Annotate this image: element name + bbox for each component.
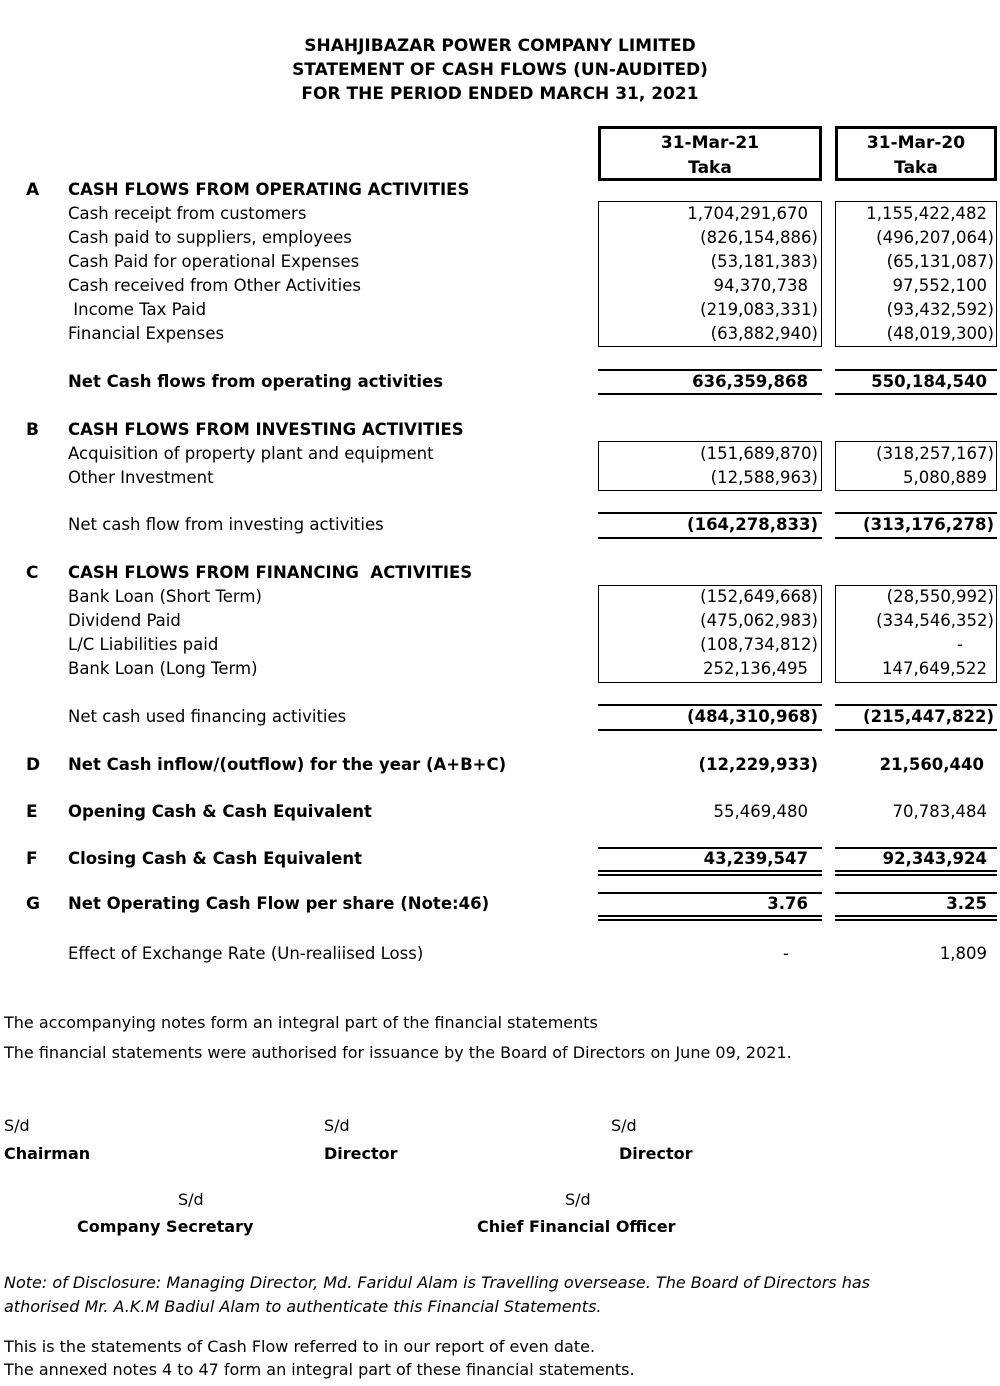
disclosure-note-line-1: Note: of Disclosure: Managing Director, Md. Faridul Alam is Travelling oversease. The Board of Directors has [4,1273,870,1292]
signatory-director: Director [324,1144,398,1163]
line-item-value-2021: 1,704,291,670 [687,204,808,223]
line-item-value-2020: (48,019,300) [886,324,994,343]
rule-line [835,393,997,395]
line-item-value-2020: (65,131,087) [886,252,994,271]
footer-note-1: The accompanying notes form an integral part of the financial statements [4,1013,598,1032]
closing-note-1: This is the statements of Cash Flow referred to in our report of even date. [4,1337,596,1356]
line-item-value-2021: (475,062,983) [700,611,818,630]
column-header-2020 [835,126,997,181]
line-item-label: Cash receipt from customers [68,204,307,223]
signature-mark: S/d [324,1116,350,1135]
section-letter-b: B [26,420,39,440]
double-rule-line [598,870,822,876]
line-item-value-2021: (63,882,940) [710,324,818,343]
total-value-2020: 550,184,540 [871,372,987,391]
line-item-value-2021: (151,689,870) [700,444,818,463]
double-rule-line [835,870,997,876]
rule-line [835,729,997,731]
rule-line [598,537,822,539]
section-letter-a: A [26,180,40,200]
signature-mark: S/d [4,1116,30,1135]
disclosure-note-line-2: athorised Mr. A.K.M Badiul Alam to authenticate this Financial Statements. [4,1297,602,1316]
ocf-per-share-label: Net Operating Cash Flow per share (Note:46) [68,894,490,913]
line-item-value-2021: (219,083,331) [700,300,818,319]
closing-cash-2020: 92,343,924 [882,849,987,868]
opening-cash-label: Opening Cash & Cash Equivalent [68,802,372,821]
footer-note-2: The financial statements were authorised for issuance by the Board of Directors on June 09, 2021. [4,1043,792,1062]
line-item-value-2020: (28,550,992) [886,587,994,606]
statement-title: STATEMENT OF CASH FLOWS (UN-AUDITED) [292,60,708,80]
column-date: 31-Mar-20 [866,133,966,153]
section-title-operating: CASH FLOWS FROM OPERATING ACTIVITIES [68,180,470,199]
exchange-rate-2020: 1,809 [939,944,987,963]
line-item-label: Cash paid to suppliers, employees [68,228,352,247]
total-value-2020: (313,176,278) [863,515,994,534]
section-letter-d: D [26,755,41,775]
line-item-value-2020: 1,155,422,482 [866,204,987,223]
closing-note-2: The annexed notes 4 to 47 form an integral part of these financial statements. [4,1360,635,1379]
section-title-investing: CASH FLOWS FROM INVESTING ACTIVITIES [68,420,464,439]
total-value-2021: 636,359,868 [692,372,808,391]
line-item-label: Cash Paid for operational Expenses [68,252,360,271]
total-value-2021: (164,278,833) [687,515,818,534]
section-letter-e: E [26,802,38,822]
column-date: 31-Mar-21 [660,133,760,153]
line-item-label: Other Investment [68,468,214,487]
column-header-2021 [598,126,822,181]
line-item-label: Acquisition of property plant and equipment [68,444,434,463]
total-label-investing: Net cash flow from investing activities [68,515,384,534]
rule-line [598,729,822,731]
line-item-value-2020: - [957,635,963,654]
ocf-per-share-2021: 3.76 [767,894,808,913]
signature-mark: S/d [611,1116,637,1135]
company-name: SHAHJIBAZAR POWER COMPANY LIMITED [304,36,696,56]
section-letter-g: G [26,894,40,914]
total-label-financing: Net cash used financing activities [68,707,347,726]
line-item-label: Dividend Paid [68,611,181,630]
signatory-director: Director [619,1144,693,1163]
column-unit: Taka [894,158,938,178]
line-item-value-2021: (108,734,812) [700,635,818,654]
column-unit: Taka [688,158,732,178]
period-title: FOR THE PERIOD ENDED MARCH 31, 2021 [301,84,699,104]
total-value-2020: (215,447,822) [863,707,994,726]
opening-cash-2020: 70,783,484 [892,802,987,821]
rule-line [835,537,997,539]
double-rule-line [835,915,997,921]
line-item-label: Bank Loan (Long Term) [68,659,258,678]
double-rule-line [598,915,822,921]
line-item-label: Bank Loan (Short Term) [68,587,262,606]
line-item-value-2020: (93,432,592) [886,300,994,319]
total-label-operating: Net Cash flows from operating activities [68,372,444,391]
signatory-cfo: Chief Financial Officer [477,1217,676,1236]
net-cash-flow-label: Net Cash inflow/(outflow) for the year (A+B+C) [68,755,507,774]
line-item-value-2021: (53,181,383) [710,252,818,271]
ocf-per-share-2020: 3.25 [946,894,987,913]
exchange-rate-2021: - [783,944,789,963]
section-title-financing: CASH FLOWS FROM FINANCING ACTIVITIES [68,563,473,582]
line-item-value-2021: (152,649,668) [700,587,818,606]
signature-mark: S/d [178,1190,204,1209]
signatory-chairman: Chairman [4,1144,91,1163]
line-item-label: Financial Expenses [68,324,225,343]
line-item-label: Income Tax Paid [68,300,207,319]
signature-mark: S/d [565,1190,591,1209]
section-letter-f: F [26,849,38,869]
line-item-value-2021: (826,154,886) [700,228,818,247]
exchange-rate-label: Effect of Exchange Rate (Un-realiised Loss) [68,944,424,963]
closing-cash-2021: 43,239,547 [703,849,808,868]
section-letter-c: C [26,563,39,583]
signatory-company-secretary: Company Secretary [77,1217,254,1236]
rule-line [598,393,822,395]
total-value-2021: (484,310,968) [687,707,818,726]
net-cash-flow-2021: (12,229,933) [698,755,818,774]
line-item-value-2020: (496,207,064) [876,228,994,247]
opening-cash-2021: 55,469,480 [713,802,808,821]
line-item-label: Cash received from Other Activities [68,276,361,295]
line-item-value-2021: (12,588,963) [710,468,818,487]
line-item-value-2020: (334,546,352) [876,611,994,630]
line-item-value-2020: 5,080,889 [903,468,987,487]
line-item-value-2021: 252,136,495 [703,659,808,678]
line-item-value-2020: (318,257,167) [876,444,994,463]
line-item-value-2020: 147,649,522 [882,659,987,678]
line-item-value-2021: 94,370,738 [713,276,808,295]
closing-cash-label: Closing Cash & Cash Equivalent [68,849,362,868]
line-item-value-2020: 97,552,100 [892,276,987,295]
line-item-label: L/C Liabilities paid [68,635,219,654]
net-cash-flow-2020: 21,560,440 [879,755,984,774]
